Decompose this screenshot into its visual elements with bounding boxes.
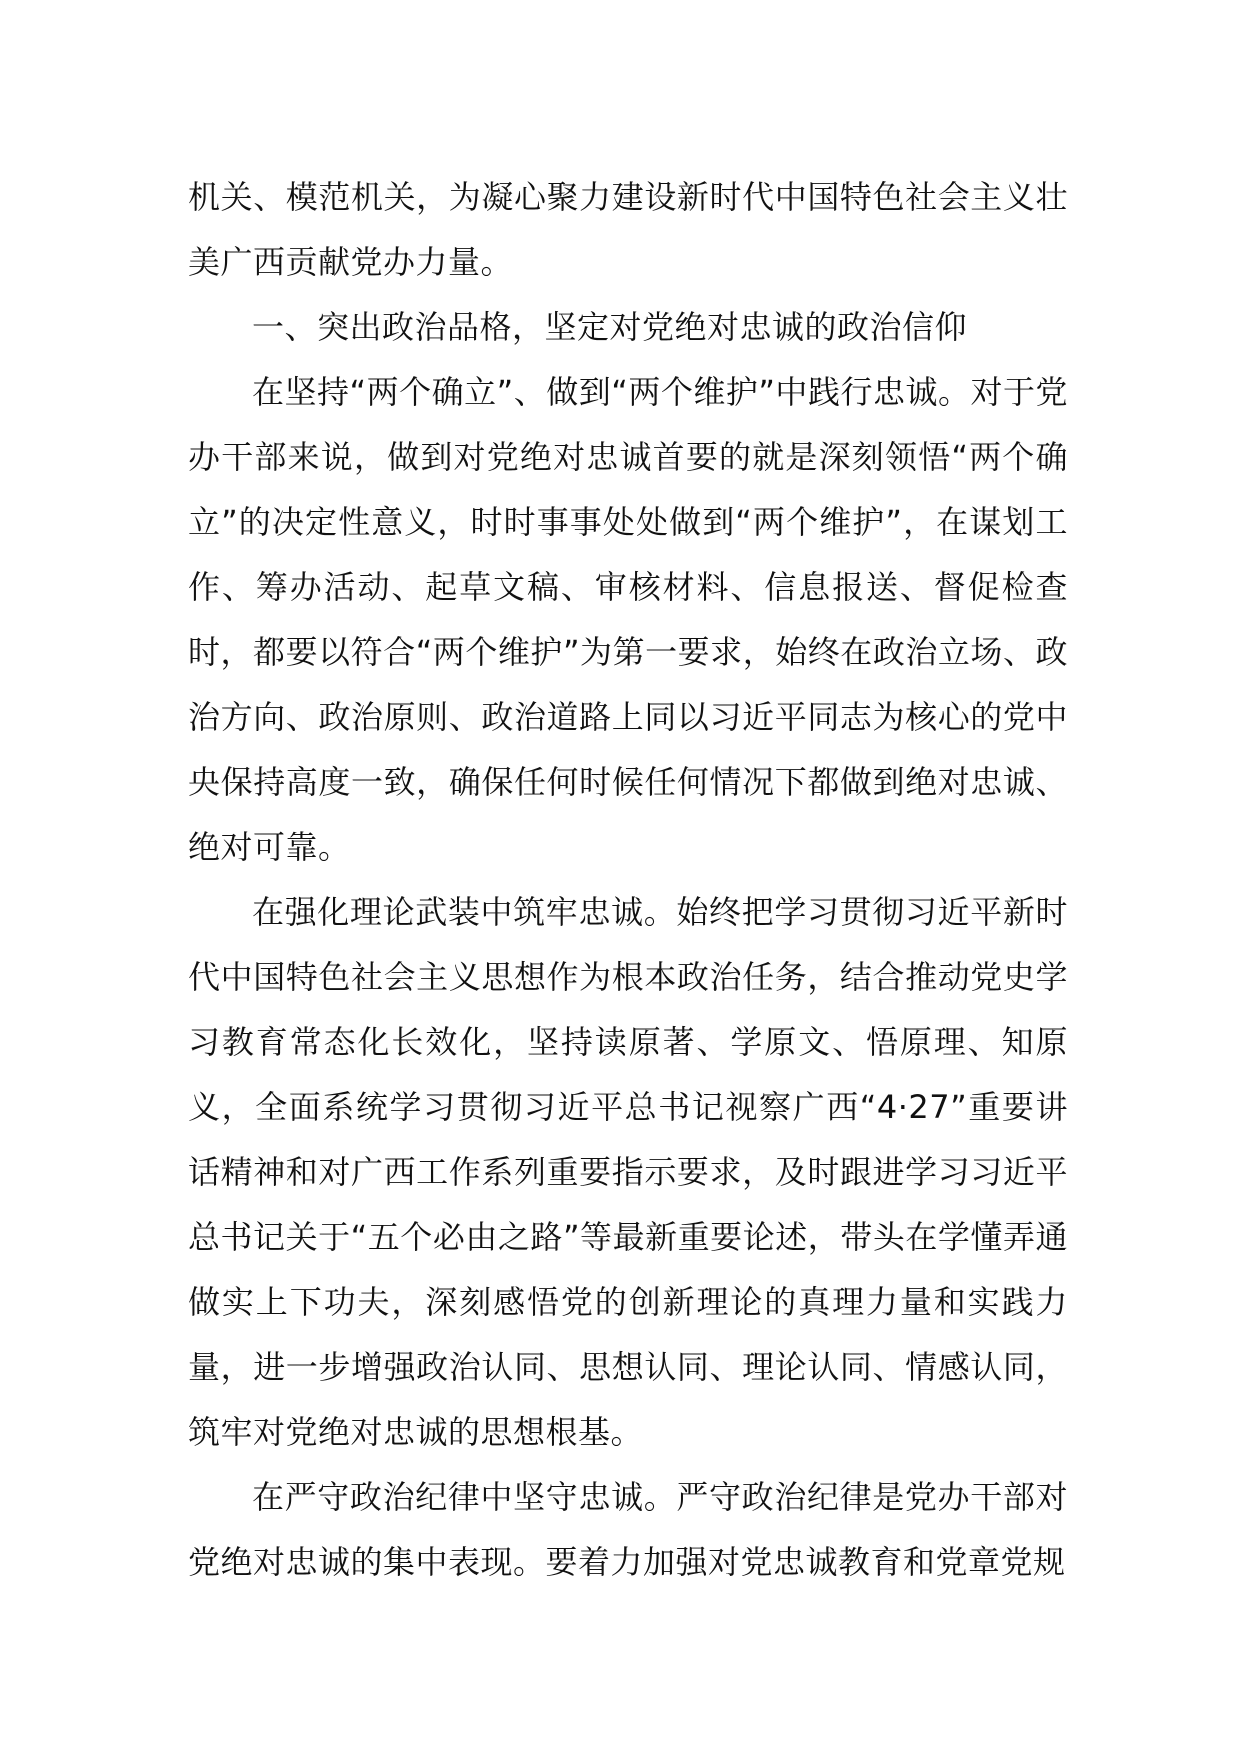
paragraph-continuation: 机关、模范机关，为凝心聚力建设新时代中国特色社会主义壮美广西贡献党办力量。	[188, 178, 1068, 281]
paragraph-political-discipline: 在严守政治纪律中坚守忠诚。严守政治纪律是党办干部对党绝对忠诚的集中表现。要着力加强对党忠诚教育和党章党规	[188, 1478, 1068, 1581]
paragraph-theory-study: 在强化理论武装中筑牢忠诚。始终把学习贯彻习近平新时代中国特色社会主义思想作为根本政治任务，结合推动党史学习教育常态化长效化，坚持读原著、学原文、悟原理、知原义，全面系统学习贯彻习近平总书记视察广西“4·27”重要讲话精神和对广西工作系列重要指示要求，及时跟进学习习近平总书记关于“五个必由之路”等最新重要论述，带头在学懂弄通做实上下功夫，深刻感悟党的创新理论的真理力量和实践力量，进一步增强政治认同、思想认同、理论认同、情感认同，筑牢对党绝对忠诚的思想根基。	[188, 893, 1068, 1451]
paragraph-loyalty-practice: 在坚持“两个确立”、做到“两个维护”中践行忠诚。对于党办干部来说，做到对党绝对忠诚首要的就是深刻领悟“两个确立”的决定性意义，时时事事处处做到“两个维护”，在谋划工作、筹办活动、起草文稿、审核材料、信息报送、督促检查时，都要以符合“两个维护”为第一要求，始终在政治立场、政治方向、政治原则、政治道路上同以习近平同志为核心的党中央保持高度一致，确保任何时候任何情况下都做到绝对忠诚、绝对可靠。	[188, 373, 1068, 866]
section-heading: 一、突出政治品格，坚定对党绝对忠诚的政治信仰	[252, 308, 968, 346]
document-body	[188, 165, 1068, 1595]
